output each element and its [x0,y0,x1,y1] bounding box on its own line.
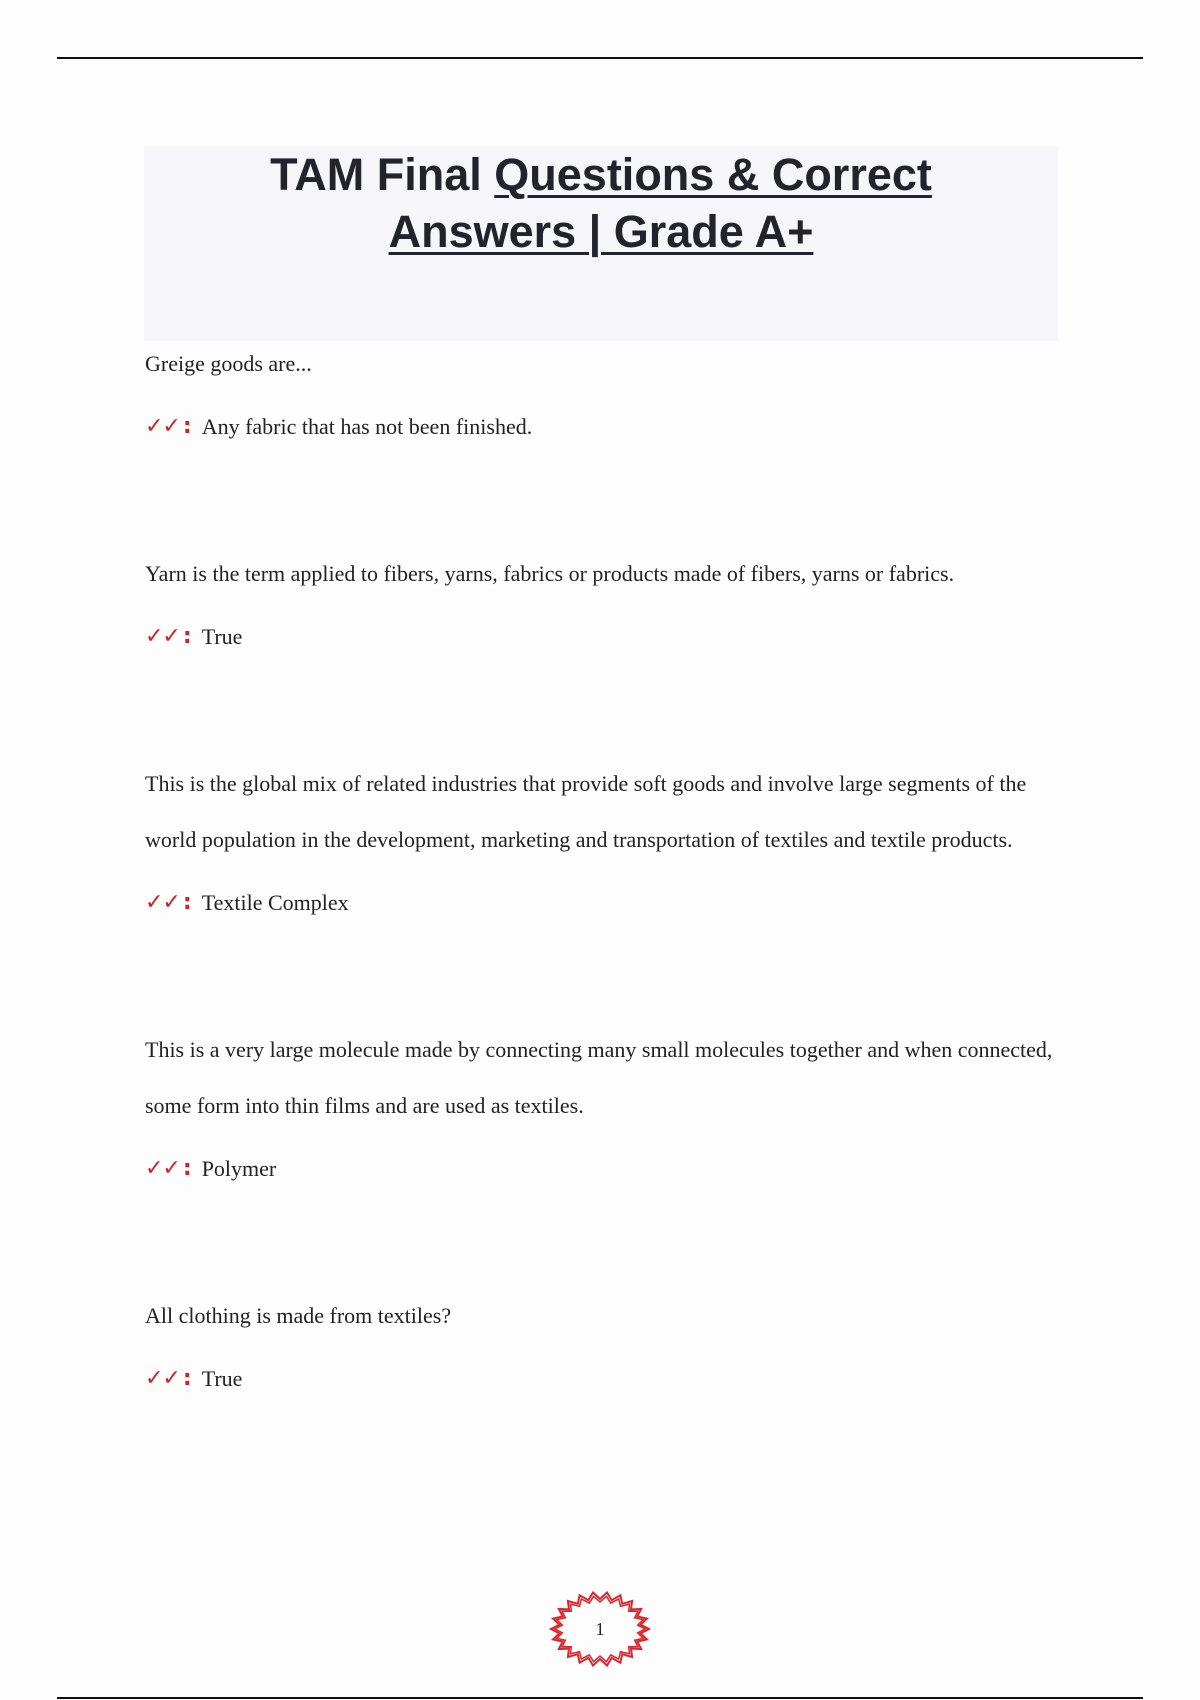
answer-text: Any fabric that has not been finished. [201,414,533,439]
double-check-icon: ✓✓ : [145,1366,192,1391]
qa-item [145,1022,1065,1186]
qa-list [145,336,1065,1396]
question-text: This is the global mix of related industries that provide soft goods and involve large segments of the world population in the development, marketing and transportation of textiles and textile products. [145,771,1027,852]
bottom-rule [57,1697,1143,1699]
answer-row [145,620,1065,654]
answer-row [145,1362,1065,1396]
answer-text: Textile Complex [201,890,349,915]
qa-item [145,546,1065,654]
title-box [144,146,1058,341]
answer-row [145,886,1065,920]
title-underlined-1: Questions & Correct [494,149,932,200]
qa-item [145,1288,1065,1396]
answer-row [145,410,1065,444]
top-rule [57,57,1143,59]
double-check-icon: ✓✓ : [145,414,192,439]
question-text: Greige goods are... [145,351,312,376]
title-underlined-2: Answers | Grade A+ [388,206,814,257]
question-text: Yarn is the term applied to fibers, yarns, fabrics or products made of fibers, yarns or fabrics. [145,561,955,586]
answer-row [145,1152,1065,1186]
page-number-badge [549,1590,651,1668]
page-number: 1 [595,1618,605,1639]
qa-item [145,756,1065,920]
qa-item [145,336,1065,444]
page-title [144,146,1058,260]
double-check-icon: ✓✓ : [145,624,192,649]
answer-text: True [201,1366,243,1391]
question-text: This is a very large molecule made by connecting many small molecules together and when connected, some form into thin films and are used as textiles. [145,1037,1053,1118]
answer-text: True [201,624,243,649]
title-plain: TAM Final [270,149,482,200]
double-check-icon: ✓✓ : [145,1156,192,1181]
double-check-icon: ✓✓ : [145,890,192,915]
question-text: All clothing is made from textiles? [145,1303,452,1328]
answer-text: Polymer [201,1156,277,1181]
